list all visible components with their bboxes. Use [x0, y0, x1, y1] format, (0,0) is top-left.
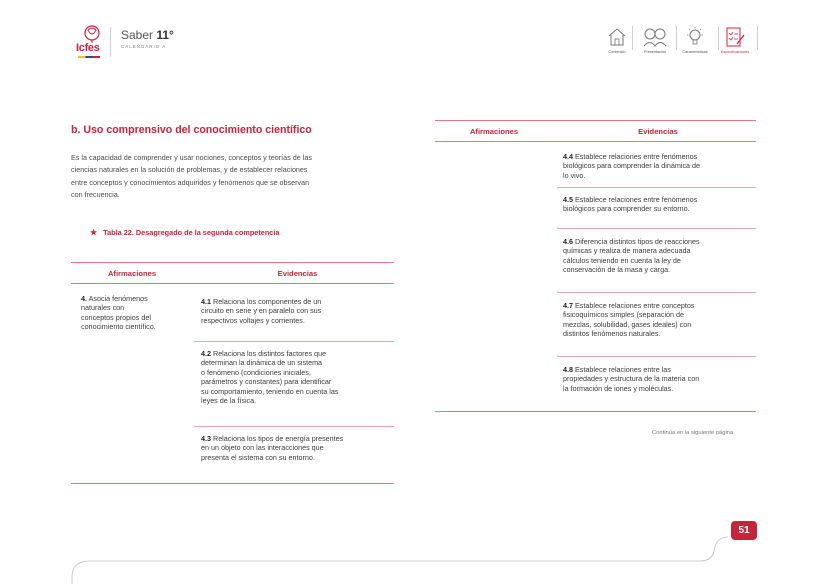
row-divider: [557, 292, 756, 293]
evidence-number: 4.1: [201, 297, 211, 306]
evidence-line: respectivos voltajes y corrientes.: [201, 315, 305, 325]
evidence-cell: [201, 297, 391, 325]
people-icon: [641, 27, 669, 47]
evidence-line: lo vivo.: [563, 170, 586, 180]
column-header-evidences: Evidencias: [277, 269, 318, 278]
evidence-line: propiedades y estructura de la materia con: [563, 374, 700, 384]
nav-label: Características: [682, 50, 708, 54]
evidence-line: [563, 301, 756, 310]
continued-note: Continúa en la siguiente página: [652, 430, 734, 436]
page-number-badge: 51: [731, 521, 757, 540]
table-caption-text: Tabla 22. Desagregado de la segunda competencia: [103, 228, 280, 237]
evidence-text: Relaciona los distintos factores que: [211, 349, 327, 358]
row-divider: [194, 341, 394, 342]
home-icon: [606, 27, 628, 47]
evidence-line: determinan la dinámica de un sistema: [201, 358, 323, 368]
evidence-number: 4.5: [563, 195, 573, 204]
page-header: [0, 0, 828, 80]
evidence-line: [563, 152, 756, 161]
evidence-line: leyes de la física.: [201, 396, 257, 406]
evidence-number: 4.3: [201, 434, 211, 443]
evidence-line: biológicos para comprender su entorno.: [563, 204, 690, 214]
section-intro: [71, 152, 396, 202]
evidence-number: 4.2: [201, 349, 211, 358]
evidence-cell: [201, 349, 394, 405]
nav-especificaciones[interactable]: [720, 25, 750, 54]
evidence-line: mezclas, solubilidad, gases ideales) con: [563, 319, 692, 329]
evidence-line: [201, 434, 394, 443]
affirmation-line: naturales con: [81, 303, 125, 313]
evidence-line: o fenómeno (condiciones iniciales,: [201, 367, 311, 377]
evidence-line: en un objeto con las interacciones que: [201, 443, 324, 453]
evidence-cell: [563, 152, 756, 180]
intro-line: Es la capacidad de comprender y usar nociones, conceptos y teorías de las: [71, 153, 312, 162]
column-header-evidences: Evidencias: [638, 127, 678, 136]
evidence-line: químicas y realiza de manera adecuada: [563, 246, 691, 256]
nav-presentacion[interactable]: [640, 25, 670, 54]
evidence-line: [563, 195, 756, 204]
evidence-line: circuito en serie y en paralelo con sus: [201, 306, 322, 316]
row-divider: [194, 426, 394, 427]
intro-line: con frecuencia.: [71, 190, 120, 200]
evidence-text: Establece relaciones entre las: [573, 365, 671, 374]
evidence-number: 4.7: [563, 301, 573, 310]
evidence-text: Establece relaciones entre conceptos: [573, 301, 695, 310]
product-title: [121, 28, 174, 42]
row-divider: [557, 356, 756, 357]
table-competencia-left: [71, 262, 394, 484]
evidence-cell: [201, 434, 394, 462]
evidence-line: [201, 297, 391, 306]
checklist-icon: [723, 26, 747, 48]
evidence-line: [563, 365, 756, 374]
intro-line: entre conceptos y conocimientos adquiridos y fenómenos que se observan: [71, 177, 310, 187]
evidence-text: Relaciona los tipos de energía presentes: [211, 434, 344, 443]
evidence-cell: [563, 195, 756, 214]
evidence-line: [201, 349, 394, 358]
nav-divider: [632, 26, 633, 50]
evidence-text: Establece relaciones entre fenómenos: [573, 195, 698, 204]
footer-curve-line: [0, 515, 828, 584]
evidence-line: cálculos teniendo en cuenta la ley de: [563, 255, 681, 265]
table-caption: [90, 228, 279, 237]
evidence-line: distintos fenómenos naturales.: [563, 329, 661, 339]
logo-wordmark: Icfes: [76, 42, 100, 54]
evidence-line: conservación de la masa y carga.: [563, 265, 671, 275]
affirmation-line: conocimiento científico.: [81, 322, 156, 332]
evidence-cell: [563, 237, 756, 275]
affirmation-text: Asocia fenómenos: [88, 294, 148, 303]
product-name: Saber: [121, 28, 154, 42]
row-divider: [557, 228, 756, 229]
evidence-cell: [563, 301, 756, 339]
evidence-line: presenta el sistema con su entorno.: [201, 452, 315, 462]
row-divider: [557, 187, 756, 188]
table-competencia-right: [435, 120, 756, 412]
nav-label: Presentación: [643, 50, 667, 54]
star-icon: ★: [90, 228, 98, 237]
affirmation-line: conceptos propios del: [81, 312, 151, 322]
column-header-affirmations: Afirmaciones: [107, 269, 157, 278]
table-header: [71, 262, 394, 284]
evidence-text: Relaciona los componentes de un: [211, 297, 322, 306]
nav-divider: [757, 26, 758, 50]
table-bottom-rule: [435, 411, 756, 412]
affirmation-cell: [81, 294, 193, 332]
table-header: [435, 120, 756, 142]
table-bottom-rule: [71, 483, 394, 484]
evidence-cell: [563, 365, 756, 393]
evidence-line: biológicos para comprender la dinámica de: [563, 161, 701, 171]
affirmation-line: [81, 294, 193, 303]
nav-divider: [676, 26, 677, 50]
section-title: b. Uso comprensivo del conocimiento científico: [71, 124, 312, 136]
evidence-line: [563, 237, 756, 246]
nav-divider: [718, 26, 719, 50]
intro-line: ciencias naturales en la solución de problemas, y de establecer relaciones: [71, 165, 308, 175]
column-header-affirmations: Afirmaciones: [469, 127, 519, 136]
evidence-line: su comportamiento, teniendo en cuenta las: [201, 386, 339, 396]
lightbulb-icon: [684, 26, 706, 48]
evidence-number: 4.4: [563, 152, 573, 161]
calendar-label: CALENDARIO A: [121, 44, 167, 49]
evidence-number: 4.8: [563, 365, 573, 374]
evidence-text: Diferencia distintos tipos de reacciones: [573, 237, 700, 246]
evidence-line: fisicoquímicos simples (separación de: [563, 310, 685, 320]
affirmation-number: 4.: [81, 294, 87, 303]
header-divider: [110, 27, 111, 57]
nav-label: Contenido: [608, 50, 626, 54]
logo-color-bar: [78, 56, 100, 58]
nav-caracteristicas[interactable]: [680, 25, 710, 54]
nav-label: Especificaciones: [720, 50, 750, 54]
evidence-line: la formación de iones y moléculas.: [563, 383, 674, 393]
evidence-number: 4.6: [563, 237, 573, 246]
nav-contenido[interactable]: [602, 25, 632, 54]
product-grade: 11°: [156, 28, 174, 42]
evidence-text: Establece relaciones entre fenómenos: [573, 152, 698, 161]
evidence-line: parámetros y constantes) para identificar: [201, 377, 332, 387]
